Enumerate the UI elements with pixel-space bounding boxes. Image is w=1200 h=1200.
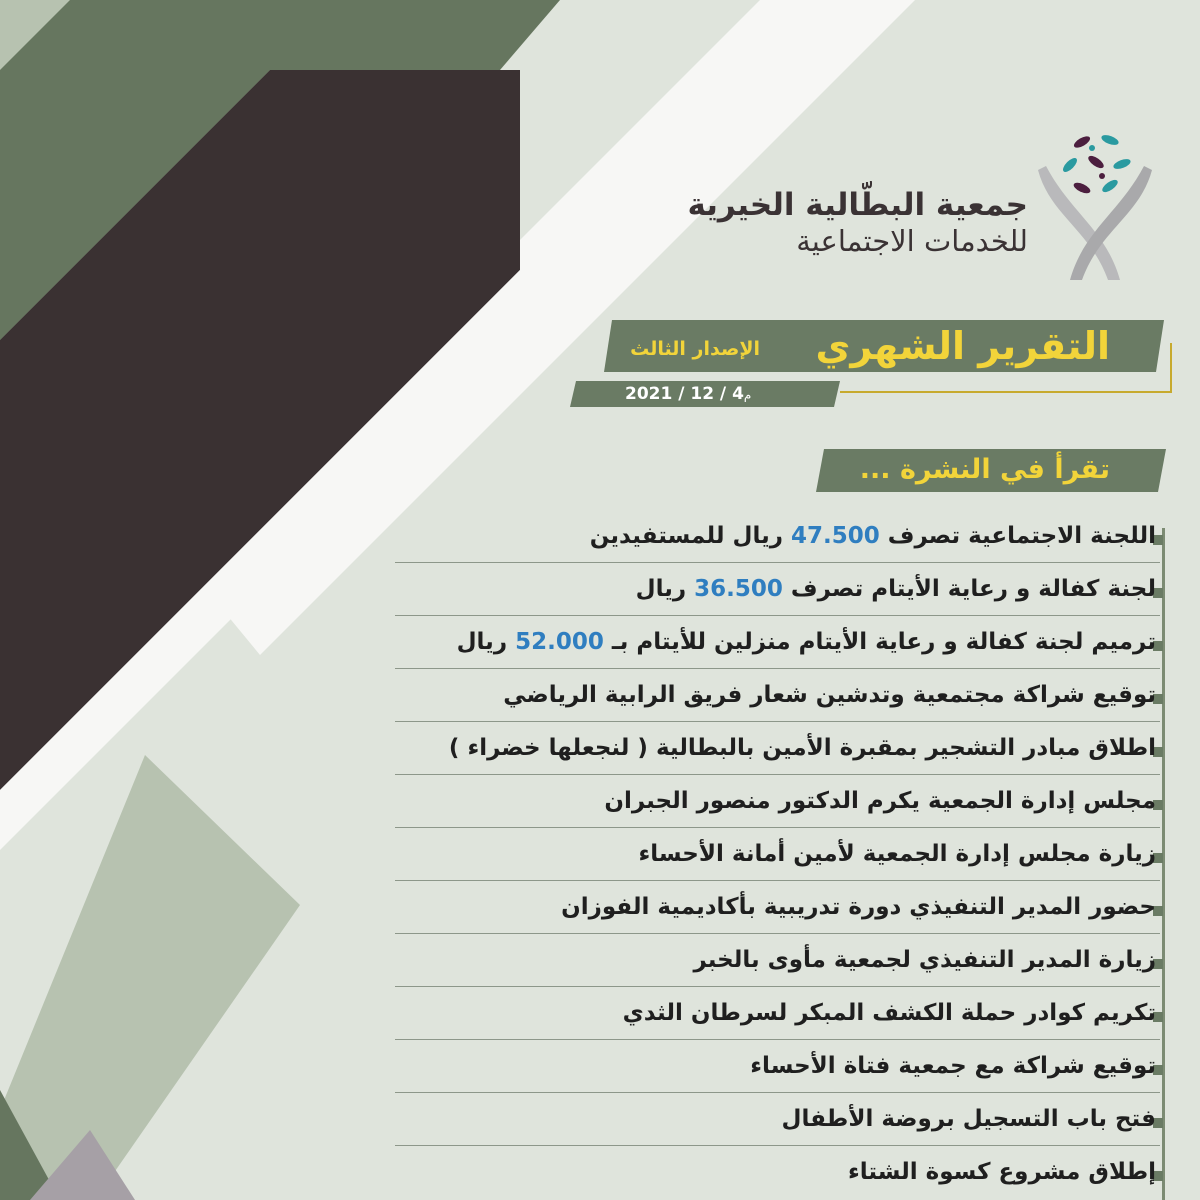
item-text-before: حضور المدير التنفيذي دورة تدريبية بأكاديمية الفوزان [561,894,1156,920]
sage-bottom-band [0,755,300,1200]
list-item [395,1040,1160,1093]
list-item [395,669,1160,722]
list-spine-line [1162,528,1165,1200]
list-item [395,722,1160,775]
list-item [395,828,1160,881]
list-item-text [782,1101,1156,1137]
item-text-after: ريال [456,629,516,655]
item-text-before: فتح باب التسجيل بروضة الأطفال [781,1106,1156,1132]
list-item [395,1146,1160,1199]
list-item-text [590,518,1156,554]
organization-subtitle: للخدمات الاجتماعية [796,224,1028,258]
organization-logo [1030,120,1160,280]
list-item [395,1093,1160,1146]
organization-name: جمعية البطّالية الخيرية [687,187,1028,223]
list-item-text [503,677,1156,713]
item-text-before: إطلاق مشروع كسوة الشتاء [847,1159,1156,1185]
item-text-before: توقيع شراكة مع جمعية فتاة الأحساء [750,1053,1156,1079]
item-text-before: مجلس إدارة الجمعية يكرم الدكتور منصور الجبران [604,788,1156,814]
list-item-text [449,730,1156,766]
date-suffix: م [743,388,752,402]
list-item [395,934,1160,987]
item-amount: 52.000 [515,629,604,655]
item-text-before: اللجنة الاجتماعية تصرف [879,523,1156,549]
item-text-after: ريال للمستفيدين [589,523,791,549]
list-item [395,775,1160,828]
report-edition: الإصدار الثالث [630,338,760,360]
item-text-before: لجنة كفالة و رعاية الأيتام تصرف [782,576,1156,602]
list-item-text [561,889,1156,925]
item-amount: 47.500 [790,523,880,549]
list-item-text [636,571,1156,607]
olive-diagonal-band [0,0,560,70]
item-text-before: تكريم كوادر حملة الكشف المبكر لسرطان الثدي [622,1000,1156,1026]
section-heading: تقرأ في النشرة ... [859,454,1110,485]
report-title: التقرير الشهري [815,324,1110,368]
report-date [625,381,751,408]
list-item [395,563,1160,616]
newsletter-items-list [395,510,1160,1199]
item-text-before: ترميم لجنة كفالة و رعاية الأيتام منزلين للأيتام بـ [603,629,1156,655]
list-item-text [457,624,1156,660]
list-item-text [750,1048,1156,1084]
item-text-before: توقيع شراكة مجتمعية وتدشين شعار فريق الرابية الرياضي [503,682,1156,708]
item-text-after: ريال [635,576,695,602]
list-item [395,510,1160,563]
item-text-before: زيارة مجلس إدارة الجمعية لأمين أمانة الأحساء [638,841,1156,867]
list-item-text [693,942,1156,978]
list-item [395,881,1160,934]
list-item [395,616,1160,669]
list-item-text [848,1154,1156,1190]
item-amount: 36.500 [694,576,783,602]
list-item-text [639,836,1157,872]
list-item [395,987,1160,1040]
item-text-before: زيارة المدير التنفيذي لجمعية مأوى بالخبر [693,947,1156,973]
list-item-text [623,995,1156,1031]
item-text-before: اطلاق مبادر التشجير بمقبرة الأمين بالبطالية ( لنجعلها خضراء ) [448,735,1156,761]
list-item-text [604,783,1156,819]
date-value: 2021 / 12 / 4 [625,384,744,404]
